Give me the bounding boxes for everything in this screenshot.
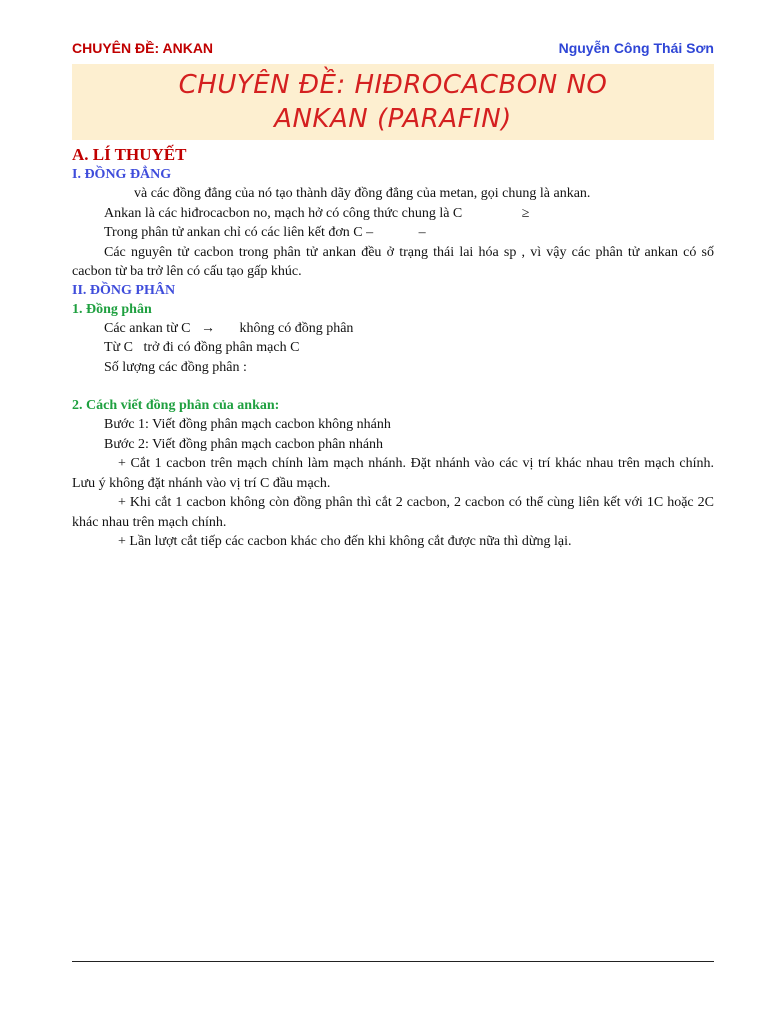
footer-divider <box>72 961 714 962</box>
bullet-paragraph: + Lần lượt cắt tiếp các cacbon khác cho đến khi không cắt được nữa thì dừng lại. <box>118 534 572 549</box>
section-1-line: Ankan là các hiđrocacbon no, mạch hở có công thức chung là C ≥ <box>104 205 530 221</box>
section-1-heading: I. ĐỒNG ĐẲNG <box>72 167 172 182</box>
title-banner <box>72 64 714 140</box>
title-line-2: ANKAN (PARAFIN) <box>274 104 512 134</box>
section-a-heading: A. LÍ THUYẾT <box>72 145 187 164</box>
section-1-line: và các đồng đẳng của nó tạo thành dãy đồng đẳng của metan, gọi chung là ankan. <box>134 186 591 201</box>
subsection-1-line: Các ankan từ C → không có đồng phân <box>104 320 354 336</box>
step-line: Bước 2: Viết đồng phân mạch cacbon phân nhánh <box>104 436 384 452</box>
page-header <box>72 40 714 62</box>
section-1-line: Trong phân tử ankan chỉ có các liên kết đơn C – – <box>104 225 426 240</box>
header-topic: CHUYÊN ĐỀ: ANKAN <box>72 40 214 56</box>
document-page <box>72 40 714 552</box>
title-line-1: CHUYÊN ĐỀ: HIĐROCACBON NO <box>178 70 608 100</box>
subsection-1-line: Từ C trở đi có đồng phân mạch C <box>104 340 300 355</box>
step-line: Bước 1: Viết đồng phân mạch cacbon không nhánh <box>104 417 391 432</box>
header-author: Nguyễn Công Thái Sơn <box>558 40 714 56</box>
bullet-paragraph: + Cắt 1 cacbon trên mạch chính làm mạch nhánh. Đặt nhánh vào các vị trí khác nhau trên mạch chính. Lưu ý không đặt nhánh vào vị trí C đầu mạch. <box>72 456 714 491</box>
subsection-1-line: Số lượng các đồng phân : <box>104 359 247 375</box>
section-1-paragraph: Các nguyên tử cacbon trong phân tử ankan đều ở trạng thái lai hóa sp , vì vậy các phân tử ankan có số cacbon từ ba trở lên có cấu tạo gấp khúc. <box>72 244 714 279</box>
subsection-1-heading: 1. Đồng phân <box>72 301 152 317</box>
subsection-2-heading: 2. Cách viết đồng phân của ankan: <box>72 398 280 413</box>
bullet-paragraph: + Khi cắt 1 cacbon không còn đồng phân thì cắt 2 cacbon, 2 cacbon có thể cùng liên kết với 1C hoặc 2C khác nhau trên mạch chính. <box>72 495 714 530</box>
section-2-heading: II. ĐỒNG PHÂN <box>72 282 176 298</box>
